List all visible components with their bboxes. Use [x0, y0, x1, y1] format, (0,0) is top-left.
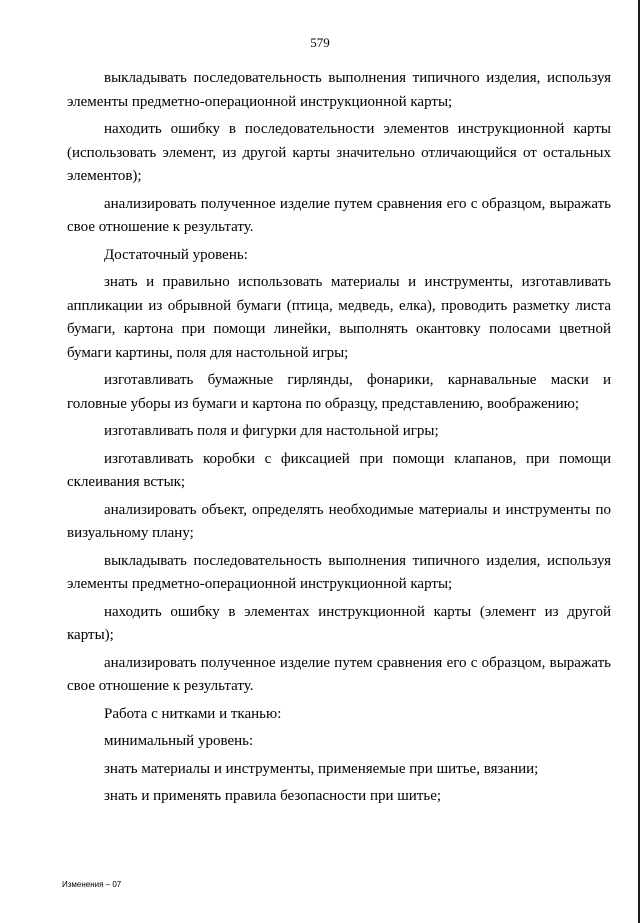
- paragraph: анализировать полученное изделие путем сравнения его с образцом, выражать свое отношение к результату.: [67, 654, 611, 694]
- paragraph: выкладывать последовательность выполнения типичного изделия, используя элементы предметно-операционной инструкционной карты;: [67, 70, 611, 110]
- body-text: [67, 67, 611, 813]
- paragraph: анализировать объект, определять необходимые материалы и инструменты по визуальному плану;: [67, 501, 611, 541]
- paragraph: анализировать полученное изделие путем сравнения его с образцом, выражать свое отношение к результату.: [67, 195, 611, 235]
- footer-revision-note: Изменения – 07: [62, 880, 122, 889]
- paragraph: выкладывать последовательность выполнения типичного изделия, используя элементы предметно-операционной инструкционной карты;: [67, 552, 611, 592]
- paragraph: находить ошибку в элементах инструкционной карты (элемент из другой карты);: [67, 603, 611, 643]
- paragraph: находить ошибку в последовательности элементов инструкционной карты (использовать элемент, из другой карты значительно отличающийся от остальных элементов);: [67, 121, 611, 184]
- paragraph: изготавливать поля и фигурки для настольной игры;: [104, 423, 439, 439]
- section-heading: Работа с нитками и тканью:: [104, 705, 282, 722]
- section-heading: минимальный уровень:: [104, 733, 254, 749]
- paragraph: знать и правильно использовать материалы и инструменты, изготавливать аппликации из обрывной бумаги (птица, медведь, елка), проводить разметку листа бумаги, картона при помощи линейки, выполнять окантовку полосами цветной бумаги картины, поля для настольной игры;: [67, 274, 611, 361]
- paragraph: знать и применять правила безопасности при шитье;: [104, 788, 442, 804]
- page-number: 579: [310, 35, 330, 50]
- paragraph: знать материалы и инструменты, применяемые при шитье, вязании;: [104, 760, 539, 777]
- paragraph: изготавливать коробки с фиксацией при помощи клапанов, при помощи склеивания встык;: [67, 450, 611, 490]
- paragraph: изготавливать бумажные гирлянды, фонарики, карнавальные маски и головные уборы из бумаги и картона по образцу, представлению, воображению;: [67, 372, 611, 412]
- section-heading: Достаточный уровень:: [104, 246, 248, 263]
